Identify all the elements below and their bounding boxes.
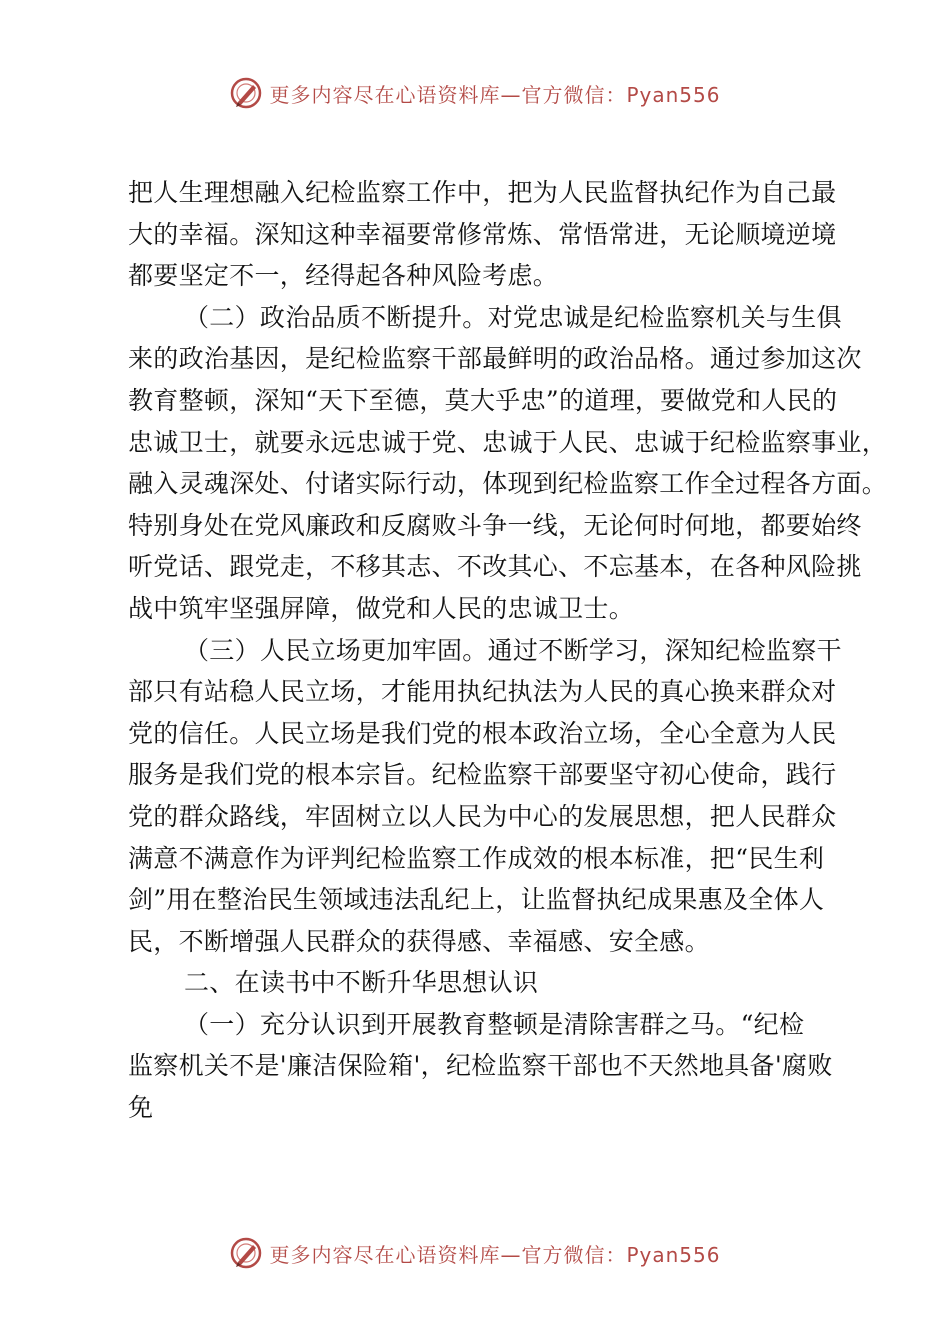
text-line: 融入灵魂深处、付诸实际行动，体现到纪检监察工作全过程各方面。 xyxy=(128,469,888,499)
text-line: 都要坚定不一，经得起各种风险考虑。 xyxy=(128,261,559,291)
text-line: （三）人民立场更加牢固。通过不断学习，深知纪检监察干 xyxy=(184,635,842,665)
footer-watermark xyxy=(0,1228,950,1278)
text-line: 忠诚卫士，就要永远忠诚于党、忠诚于人民、忠诚于纪检监察事业， xyxy=(128,427,888,457)
text-line: 大的幸福。深知这种幸福要常修常炼、常悟常进，无论顺境逆境 xyxy=(128,219,837,249)
text-line: 服务是我们党的根本宗旨。纪检监察干部要坚守初心使命，践行 xyxy=(128,760,837,790)
text-line: 民，不断增强人民群众的获得感、幸福感、安全感。 xyxy=(128,926,710,956)
watermark-text: 更多内容尽在心语资料库—官方微信：Pyan556 xyxy=(269,82,721,107)
text-line: 来的政治基因，是纪检监察干部最鲜明的政治品格。通过参加这次 xyxy=(128,344,862,374)
text-line: （二）政治品质不断提升。对党忠诚是纪检监察机关与生俱 xyxy=(184,302,842,332)
text-line: 党的群众路线，牢固树立以人民为中心的发展思想，把人民群众 xyxy=(128,801,837,831)
text-line: 免 xyxy=(128,1093,154,1123)
text-line: 把人生理想融入纪检监察工作中，把为人民监督执纪作为自己最 xyxy=(128,178,837,207)
text-line: 教育整顿，深知“天下至德，莫大乎忠”的道理，要做党和人民的 xyxy=(128,385,838,415)
pen-logo-icon xyxy=(229,1236,263,1270)
text-line: 听党话、跟党走，不移其志、不改其心、不忘基本，在各种风险挑 xyxy=(128,552,862,582)
document-body xyxy=(128,172,888,1129)
text-line: 满意不满意作为评判纪检监察工作成效的根本标准，把“民生利 xyxy=(128,843,825,873)
text-line: 剑”用在整治民生领域违法乱纪上，让监督执纪成果惠及全体人 xyxy=(128,885,825,915)
header-watermark xyxy=(0,68,950,118)
text-line: 二、在读书中不断升华思想认识 xyxy=(184,968,539,998)
text-line: 党的信任。人民立场是我们党的根本政治立场，全心全意为人民 xyxy=(128,718,837,748)
text-line: 战中筑牢坚强屏障，做党和人民的忠诚卫士。 xyxy=(128,593,635,623)
pen-logo-icon xyxy=(229,76,263,110)
text-line: （一）充分认识到开展教育整顿是清除害群之马。“纪检 xyxy=(184,1009,805,1039)
text-line: 特别身处在党风廉政和反腐败斗争一线，无论何时何地，都要始终 xyxy=(128,510,862,540)
text-line: 监察机关不是'廉洁保险箱'，纪检监察干部也不天然地具备'腐败 xyxy=(128,1051,833,1081)
text-line: 部只有站稳人民立场，才能用执纪执法为人民的真心换来群众对 xyxy=(128,677,837,707)
watermark-text: 更多内容尽在心语资料库—官方微信：Pyan556 xyxy=(269,1242,721,1267)
